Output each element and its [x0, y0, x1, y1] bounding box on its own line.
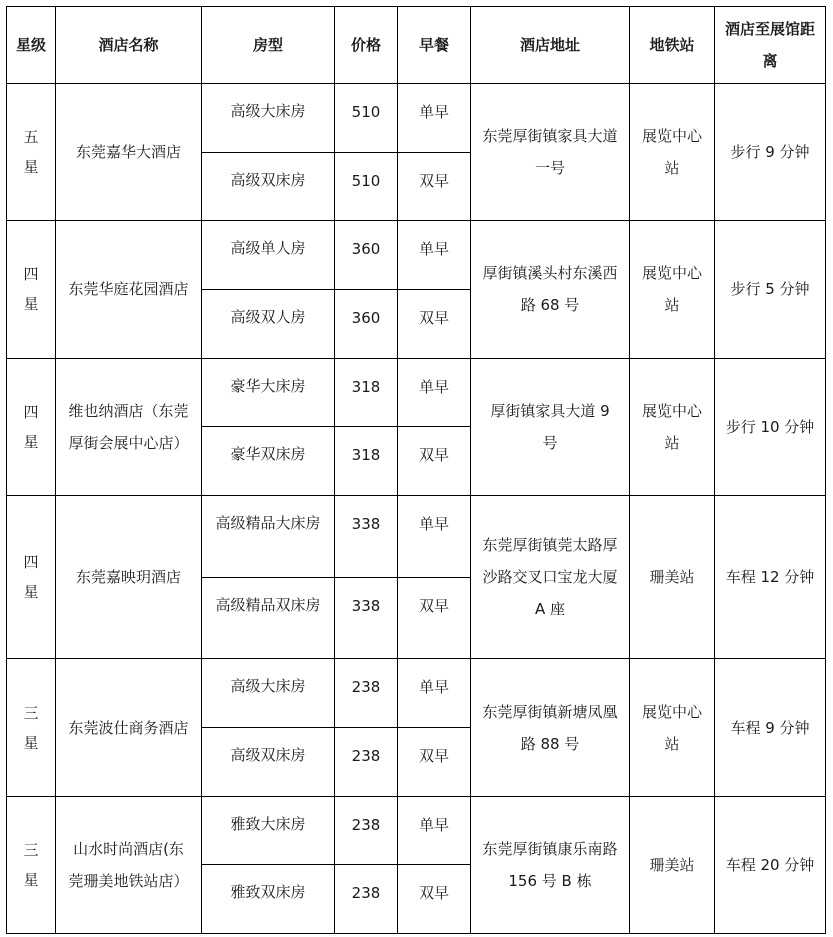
breakfast-cell: 双早 — [398, 427, 471, 496]
breakfast-cell: 单早 — [398, 84, 471, 153]
distance-cell: 车程 12 分钟 — [715, 495, 826, 659]
price-cell: 318 — [335, 427, 398, 496]
hotel-address-cell: 东莞厚街镇莞太路厚沙路交叉口宝龙大厦 A 座 — [471, 495, 630, 659]
breakfast-cell: 单早 — [398, 221, 471, 290]
header-star: 星级 — [7, 7, 56, 84]
price-cell: 238 — [335, 659, 398, 728]
distance-cell: 步行 10 分钟 — [715, 358, 826, 495]
table-row — [7, 796, 826, 865]
hotel-star-cell: 四星 — [7, 358, 56, 495]
room-type-cell: 高级精品大床房 — [202, 495, 335, 577]
price-cell: 360 — [335, 289, 398, 358]
breakfast-cell: 双早 — [398, 728, 471, 797]
header-price: 价格 — [335, 7, 398, 84]
room-type-cell: 豪华双床房 — [202, 427, 335, 496]
hotel-star-cell: 四星 — [7, 221, 56, 358]
price-cell: 238 — [335, 796, 398, 865]
room-type-cell: 高级双人房 — [202, 289, 335, 358]
table-row — [7, 84, 826, 153]
hotel-name-cell: 山水时尚酒店(东莞珊美地铁站店） — [56, 796, 202, 933]
hotel-name-cell: 东莞嘉华大酒店 — [56, 84, 202, 221]
price-cell: 238 — [335, 728, 398, 797]
hotel-address-cell: 东莞厚街镇新塘凤凰路 88 号 — [471, 659, 630, 796]
room-type-cell: 雅致大床房 — [202, 796, 335, 865]
breakfast-cell: 单早 — [398, 495, 471, 577]
hotel-name-cell: 维也纳酒店（东莞厚街会展中心店） — [56, 358, 202, 495]
hotel-star-cell: 三星 — [7, 659, 56, 796]
header-room: 房型 — [202, 7, 335, 84]
metro-station-cell: 展览中心站 — [630, 221, 715, 358]
hotel-address-cell: 厚街镇溪头村东溪西路 68 号 — [471, 221, 630, 358]
price-cell: 510 — [335, 152, 398, 221]
distance-cell: 步行 9 分钟 — [715, 84, 826, 221]
table-row — [7, 358, 826, 427]
header-metro: 地铁站 — [630, 7, 715, 84]
breakfast-cell: 双早 — [398, 577, 471, 659]
metro-station-cell: 展览中心站 — [630, 659, 715, 796]
metro-station-cell: 展览中心站 — [630, 358, 715, 495]
price-cell: 238 — [335, 865, 398, 934]
room-type-cell: 高级双床房 — [202, 728, 335, 797]
price-cell: 510 — [335, 84, 398, 153]
room-type-cell: 高级单人房 — [202, 221, 335, 290]
table-row — [7, 221, 826, 290]
room-type-cell: 高级双床房 — [202, 152, 335, 221]
hotel-name-cell: 东莞华庭花园酒店 — [56, 221, 202, 358]
metro-station-cell: 珊美站 — [630, 796, 715, 933]
hotel-address-cell: 东莞厚街镇康乐南路 156 号 B 栋 — [471, 796, 630, 933]
breakfast-cell: 双早 — [398, 152, 471, 221]
header-breakfast: 早餐 — [398, 7, 471, 84]
hotel-star-cell: 四星 — [7, 495, 56, 659]
hotel-address-cell: 厚街镇家具大道 9 号 — [471, 358, 630, 495]
breakfast-cell: 单早 — [398, 796, 471, 865]
price-cell: 338 — [335, 577, 398, 659]
price-cell: 338 — [335, 495, 398, 577]
hotel-star-cell: 五星 — [7, 84, 56, 221]
metro-station-cell: 珊美站 — [630, 495, 715, 659]
room-type-cell: 高级大床房 — [202, 659, 335, 728]
distance-cell: 车程 9 分钟 — [715, 659, 826, 796]
hotel-body — [7, 84, 826, 934]
hotel-star-cell: 三星 — [7, 796, 56, 933]
room-type-cell: 高级精品双床房 — [202, 577, 335, 659]
room-type-cell: 高级大床房 — [202, 84, 335, 153]
breakfast-cell: 双早 — [398, 865, 471, 934]
header-distance: 酒店至展馆距离 — [715, 7, 826, 84]
room-type-cell: 豪华大床房 — [202, 358, 335, 427]
price-cell: 360 — [335, 221, 398, 290]
distance-cell: 步行 5 分钟 — [715, 221, 826, 358]
table-row — [7, 495, 826, 577]
hotel-name-cell: 东莞嘉映玥酒店 — [56, 495, 202, 659]
header-row — [7, 7, 826, 84]
metro-station-cell: 展览中心站 — [630, 84, 715, 221]
header-name: 酒店名称 — [56, 7, 202, 84]
breakfast-cell: 单早 — [398, 358, 471, 427]
table-row — [7, 659, 826, 728]
price-cell: 318 — [335, 358, 398, 427]
breakfast-cell: 单早 — [398, 659, 471, 728]
hotel-table — [6, 6, 826, 934]
hotel-address-cell: 东莞厚街镇家具大道一号 — [471, 84, 630, 221]
distance-cell: 车程 20 分钟 — [715, 796, 826, 933]
header-address: 酒店地址 — [471, 7, 630, 84]
breakfast-cell: 双早 — [398, 289, 471, 358]
room-type-cell: 雅致双床房 — [202, 865, 335, 934]
hotel-name-cell: 东莞波仕商务酒店 — [56, 659, 202, 796]
